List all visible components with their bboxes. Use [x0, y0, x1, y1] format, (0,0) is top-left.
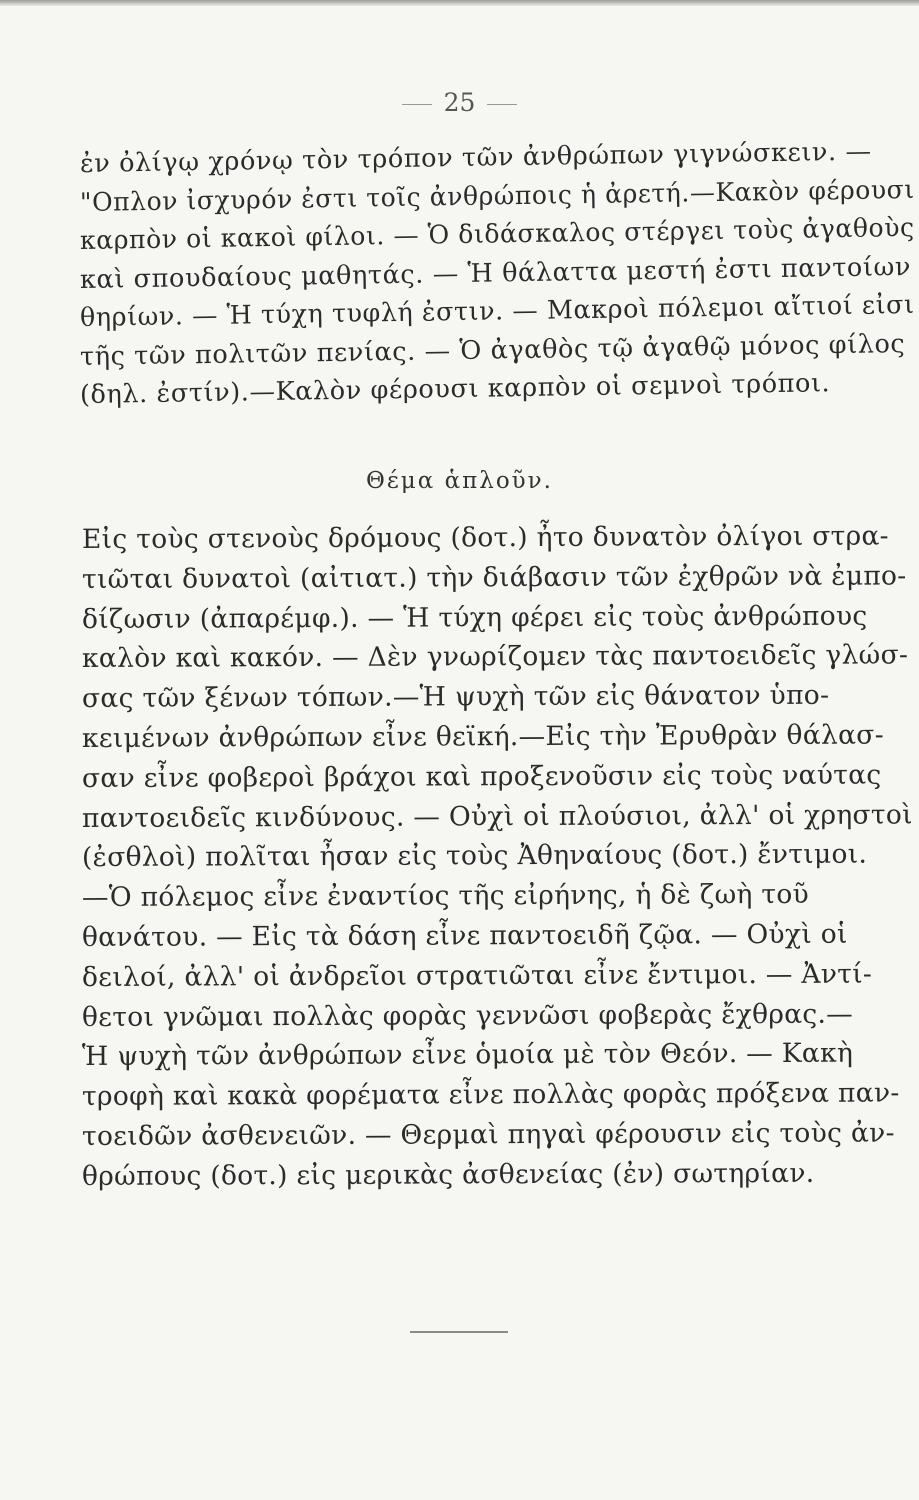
text-line: καρπὸν οἱ κακοὶ φίλοι. — Ὁ διδάσκαλος στέργει τοὺς ἀγαθοὺς [79, 212, 915, 256]
text-line: Ἡ ψυχὴ τῶν ἀνθρώπων εἶνε ὁμοία μὲ τὸν Θεόν. — Κακὴ [81, 1037, 854, 1073]
page-number: 25 [443, 88, 476, 117]
text-line: (δηλ. ἐστίν).—Καλὸν φέρουσι καρπὸν οἱ σεμνοὶ τρόποι. [79, 368, 831, 410]
text-line: σας τῶν ξένων τόπων.—Ἡ ψυχὴ τῶν εἰς θάνατον ὑπο- [81, 679, 830, 715]
text-line: θετοι γνῶμαι πολλὰς φορὰς γεννῶσι φοβερὰς ἔχθρας.— [81, 998, 854, 1033]
text-line: δειλοί, ἀλλ' οἱ ἀνδρεῖοι στρατιῶται εἶνε ἔντιμοι. — Ἀντί- [81, 958, 873, 993]
text-line: τῆς τῶν πολιτῶν πενίας. — Ὁ ἀγαθὸς τῷ ἀγαθῷ μόνος φίλος [79, 328, 906, 372]
text-line: (ἐσθλοὶ) πολῖται ἦσαν εἰς τοὺς Ἀθηναίους (δοτ.) ἔντιμοι. [81, 838, 868, 874]
page-top-edge [0, 0, 919, 6]
section-heading: Θέμα ἁπλοῦν. [366, 468, 553, 494]
text-line: —Ὁ πόλεμος εἶνε ἐναντίος τῆς εἰρήνης, ἡ δὲ ζωὴ τοῦ [81, 879, 810, 914]
text-line: θηρίων. — Ἡ τύχη τυφλή ἐστιν. — Μακροὶ πόλεμοι αἴτιοί εἰσι [79, 289, 915, 333]
text-line: θρώπους (δοτ.) εἰς μερικὰς ἀσθενείας (ἐν) σωτηρίαν. [81, 1157, 815, 1192]
text-line: τροφὴ καὶ κακὰ φορέματα εἶνε πολλὰς φορὰς πρόξενα παν- [81, 1077, 900, 1113]
text-line: δίζωσιν (ἀπαρέμφ.). — Ἡ τύχη φέρει εἰς τοὺς ἀνθρώπους [81, 600, 868, 635]
text-line: καὶ σπουδαίους μαθητάς. — Ἡ θάλαττα μεστή ἐστι παντοίων [79, 251, 912, 295]
text-line: θανάτου. — Εἰς τὰ δάση εἶνε παντοειδῆ ζῷα. — Οὐχὶ οἱ [81, 918, 848, 953]
text-line: τιῶται δυνατοὶ (αἰτιατ.) τὴν διάβασιν τῶν ἐχθρῶν νὰ ἐμπο- [81, 560, 907, 595]
text-line: τοειδῶν ἀσθενειῶν. — Θερμαὶ πηγαὶ φέρουσιν εἰς τοὺς ἀν- [81, 1117, 895, 1152]
lower-text-block [81, 520, 913, 1197]
text-line: "Οπλον ἰσχυρόν ἐστι τοῖς ἀνθρώποις ἡ ἀρετή.—Κακὸν φέρουσι [79, 174, 915, 218]
text-line: παντοειδεῖς κινδύνους. — Οὐχὶ οἱ πλούσιοι, ἀλλ' οἱ χρηστοὶ [81, 798, 913, 834]
header-dash-left [402, 104, 432, 105]
text-line: καλὸν καὶ κακόν. — Δὲν γνωρίζομεν τὰς παντοειδεῖς γλώσ- [81, 639, 909, 675]
text-line: ἐν ὀλίγῳ χρόνῳ τὸν τρόπον τῶν ἀνθρώπων γιγνώσκειν. — [79, 136, 872, 179]
text-line: κειμένων ἀνθρώπων εἶνε θεϊκή.—Εἰς τὴν Ἐρυθρὰν θάλασ- [81, 719, 884, 754]
text-line: σαν εἶνε φοβεροὶ βράχοι καὶ προξενοῦσιν εἰς τοὺς ναύτας [81, 759, 882, 794]
text-line: Εἰς τοὺς στενοὺς δρόμους (δοτ.) ἦτο δυνατὸν ὀλίγοι στρα- [81, 520, 889, 555]
header-dash-right [487, 104, 517, 105]
page-number-header [0, 88, 919, 117]
upper-text-block [79, 136, 915, 415]
closing-rule [410, 1331, 508, 1333]
